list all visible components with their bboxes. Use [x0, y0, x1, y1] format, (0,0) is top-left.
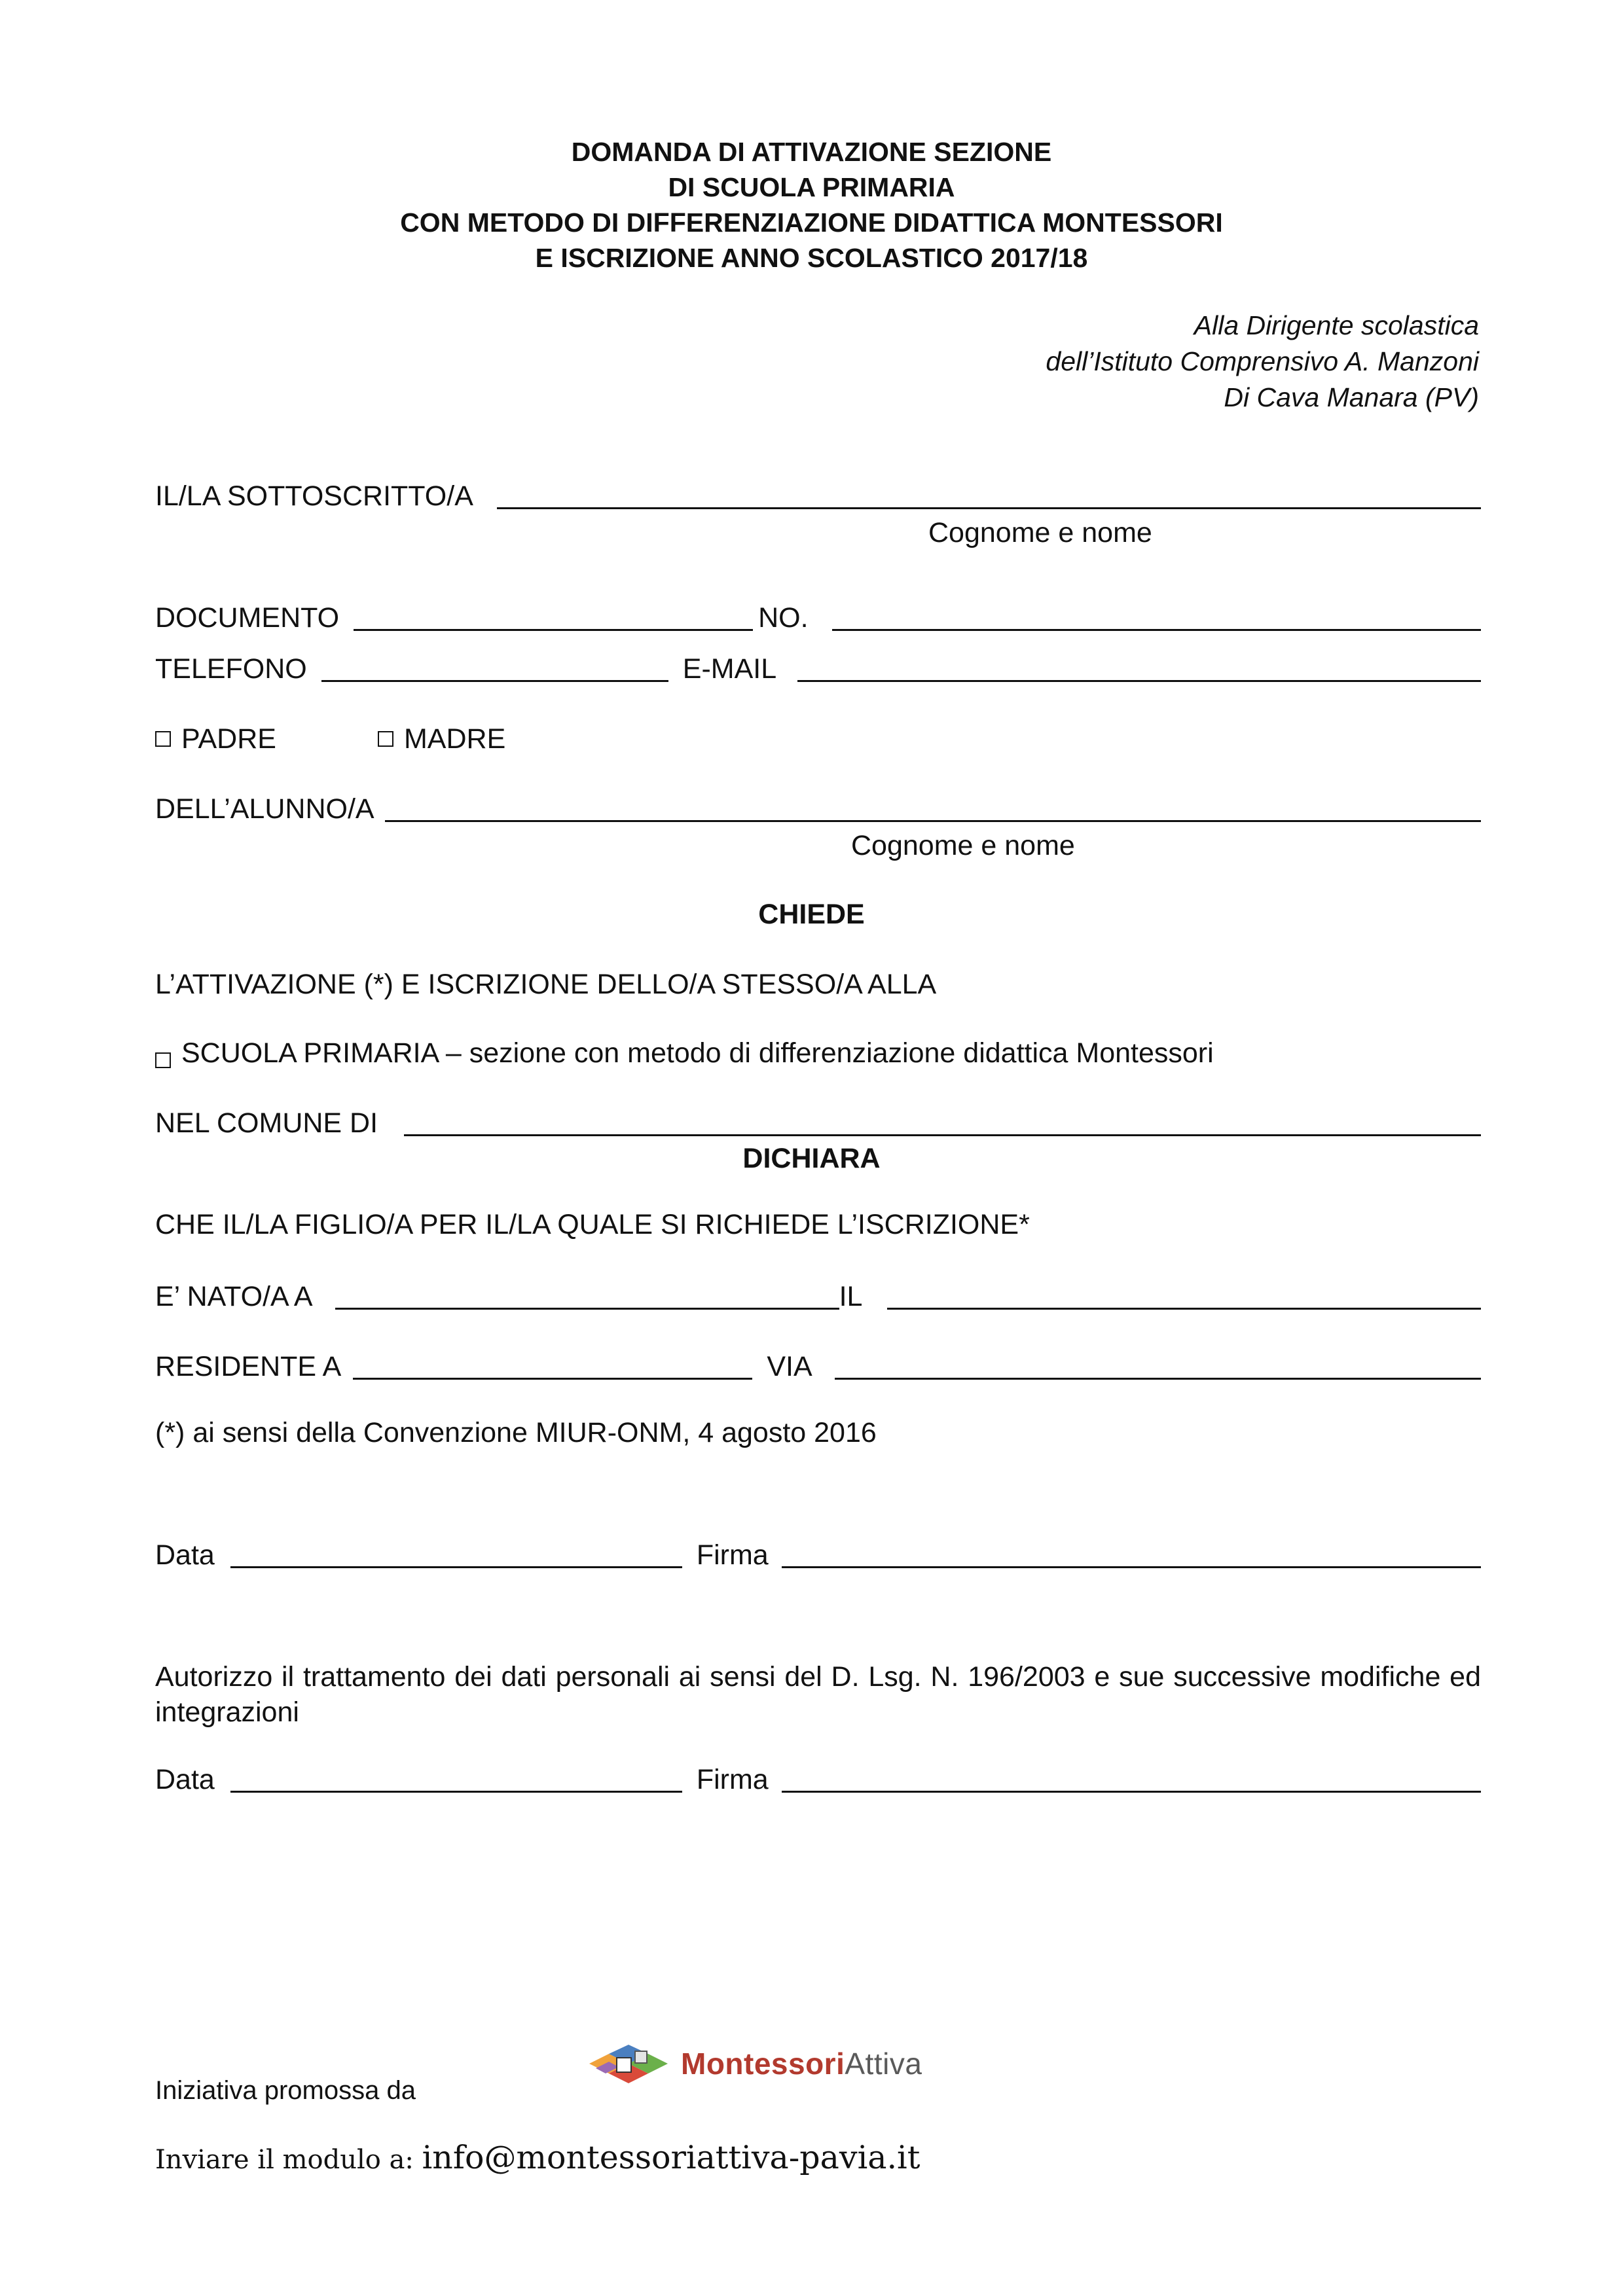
sign-label-1: Firma — [696, 1539, 769, 1571]
born-label: E’ NATO/A A — [155, 1281, 313, 1312]
birth-date-label: IL — [839, 1281, 863, 1312]
phone-label: TELEFONO — [155, 653, 307, 685]
date-field-2[interactable] — [230, 1765, 682, 1793]
logo-blocks-icon — [583, 2034, 681, 2093]
applicant-row — [155, 479, 1481, 513]
document-field[interactable] — [354, 603, 753, 631]
document-number-field[interactable] — [832, 603, 1481, 631]
father-label: PADRE — [181, 723, 276, 755]
applicant-sublabel: Cognome e nome — [928, 517, 1152, 548]
request-text-label: L’ATTIVAZIONE (*) E ISCRIZIONE DELLO/A STESSO/A ALLA — [155, 969, 937, 1000]
request-text — [155, 967, 1481, 1001]
title-line-2: DI SCUOLA PRIMARIA — [668, 172, 955, 202]
recipient-block — [1046, 308, 1479, 416]
email-field[interactable] — [797, 654, 1481, 682]
title-line-3: CON METODO DI DIFFERENZIAZIONE DIDATTICA MONTESSORI — [400, 207, 1223, 238]
declaration-text-label: CHE IL/LA FIGLIO/A PER IL/LA QUALE SI RICHIEDE L’ISCRIZIONE* — [155, 1209, 1030, 1240]
residence-row — [155, 1350, 1481, 1384]
parent-row — [155, 722, 1481, 756]
date-label-2: Data — [155, 1764, 215, 1795]
street-field[interactable] — [835, 1352, 1481, 1380]
sign-label-2: Firma — [696, 1764, 769, 1795]
montessori-attiva-logo — [583, 2034, 1041, 2093]
logo-wordmark — [681, 2046, 922, 2081]
father-option[interactable] — [155, 722, 276, 756]
student-row — [155, 792, 1481, 826]
student-label: DELL’ALUNNO/A — [155, 793, 374, 825]
father-checkbox[interactable] — [155, 731, 171, 747]
date-label-1: Data — [155, 1539, 215, 1571]
comune-field[interactable] — [404, 1108, 1481, 1136]
street-label: VIA — [767, 1351, 812, 1382]
birth-date-field[interactable] — [887, 1282, 1481, 1310]
resident-label: RESIDENTE A — [155, 1351, 342, 1382]
footnote — [155, 1416, 1481, 1450]
date-field-1[interactable] — [230, 1540, 682, 1568]
request-heading: CHIEDE — [758, 899, 865, 930]
document-row — [155, 601, 1481, 635]
recipient-line-2: dell’Istituto Comprensivo A. Manzoni — [1046, 346, 1479, 376]
privacy-text: Autorizzo il trattamento dei dati personali ai sensi del D. Lsg. N. 196/2003 e sue successive modifiche ed integrazioni — [155, 1661, 1481, 1728]
birth-row — [155, 1280, 1481, 1314]
logo-text-attiva: Attiva — [845, 2047, 922, 2081]
school-option — [155, 1036, 1481, 1070]
recipient-line-3: Di Cava Manara (PV) — [1224, 382, 1479, 412]
promoted-by: Iniziativa promossa da — [155, 2076, 416, 2105]
contact-row — [155, 652, 1481, 686]
phone-field[interactable] — [321, 654, 668, 682]
birthplace-field[interactable] — [335, 1282, 839, 1310]
logo-text-montessori: Montessori — [681, 2047, 845, 2081]
comune-row — [155, 1106, 1481, 1140]
declaration-heading: DICHIARA — [742, 1143, 881, 1174]
declaration-text — [155, 1208, 1481, 1242]
applicant-name-field[interactable] — [497, 481, 1481, 509]
mother-option[interactable] — [378, 722, 505, 756]
recipient-line-1: Alla Dirigente scolastica — [1194, 310, 1479, 340]
footnote-text: (*) ai sensi della Convenzione MIUR-ONM, 4 agosto 2016 — [155, 1417, 877, 1448]
email-label: E-MAIL — [682, 653, 777, 685]
sign-field-2[interactable] — [782, 1765, 1481, 1793]
title-line-1: DOMANDA DI ATTIVAZIONE SEZIONE — [571, 137, 1052, 167]
document-label: DOCUMENTO — [155, 602, 340, 634]
school-option-label: SCUOLA PRIMARIA – sezione con metodo di differenziazione didattica Montessori — [181, 1037, 1214, 1069]
document-title — [0, 134, 1623, 276]
mother-label: MADRE — [403, 723, 506, 755]
student-name-field[interactable] — [385, 794, 1481, 822]
send-instructions — [155, 2139, 920, 2176]
comune-label: NEL COMUNE DI — [155, 1107, 378, 1139]
school-checkbox[interactable] — [155, 1052, 171, 1068]
title-line-4: E ISCRIZIONE ANNO SCOLASTICO 2017/18 — [535, 243, 1088, 273]
sign-field-1[interactable] — [782, 1540, 1481, 1568]
signature-row-2 — [155, 1763, 1481, 1797]
send-label: Inviare il modulo a: — [155, 2145, 414, 2175]
residence-field[interactable] — [353, 1352, 752, 1380]
mother-checkbox[interactable] — [378, 731, 393, 747]
student-sublabel: Cognome e nome — [851, 830, 1075, 861]
contact-email-link[interactable]: info@montessoriattiva-pavia.it — [422, 2139, 921, 2176]
number-label: NO. — [758, 602, 809, 634]
signature-row-1 — [155, 1538, 1481, 1572]
applicant-label: IL/LA SOTTOSCRITTO/A — [155, 480, 473, 512]
